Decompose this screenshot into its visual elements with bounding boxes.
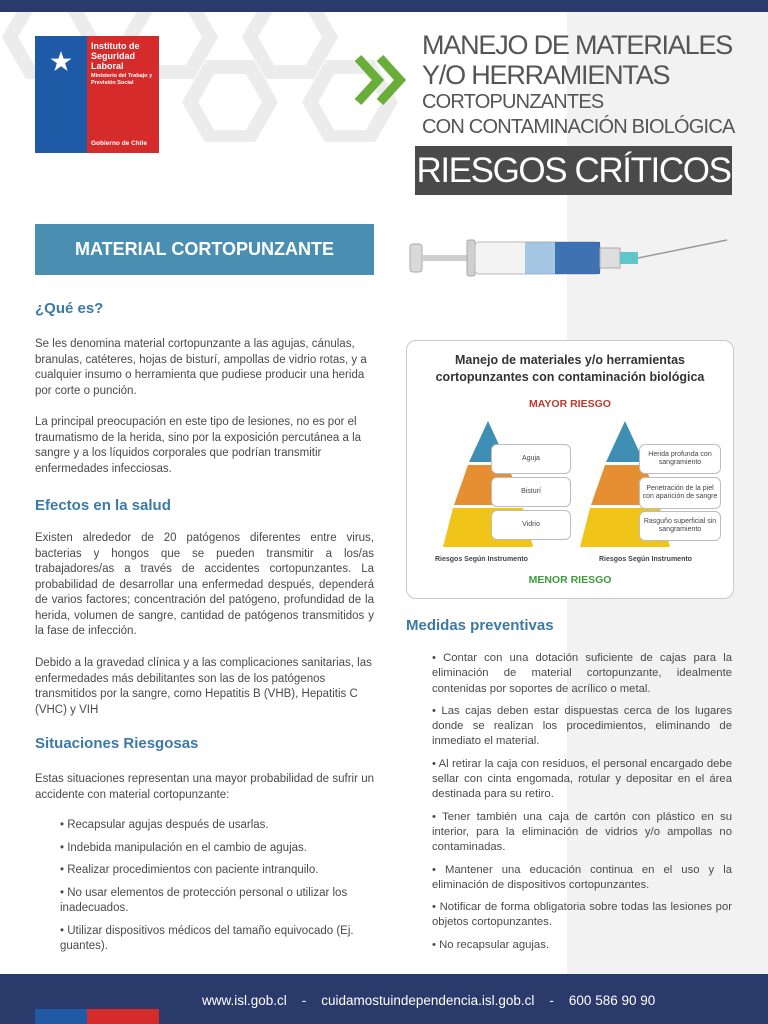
double-chevron-icon [352, 52, 408, 108]
risk-pyramid-card [406, 340, 734, 599]
right-level-middle: Penetración de la piel con aparición de sangre [639, 477, 721, 509]
medidas-heading: Medidas preventivas [406, 617, 554, 634]
situaciones-list [60, 818, 374, 962]
right-level-bottom: Rasguño superficial sin sangramiento [639, 511, 721, 541]
top-bar [0, 0, 768, 12]
syringe-illustration [405, 218, 740, 298]
right-level-top: Herida profunda con sangramiento [639, 444, 721, 474]
list-item: • Tener también una caja de cartón con plástico en su interior, para la eliminación de vidrios y/o ampollas no contaminadas. [432, 810, 732, 854]
logo-government: Gobierno de Chile [91, 140, 147, 147]
title-line-1: MANEJO DE MATERIALES [422, 30, 733, 60]
left-level-top: Aguja [491, 444, 571, 474]
title-line-2: Y/O HERRAMIENTAS [422, 60, 670, 90]
footer-contact-text[interactable]: www.isl.gob.cl - cuidamostuindependencia.isl.gob.cl - 600 586 90 90 [202, 993, 656, 1008]
subtitle-line-1: CORTOPUNZANTES [422, 91, 604, 113]
list-item: • Las cajas deben estar dispuestas cerca de los lugares donde se realizan los procedimientos, eliminando de inmediato el material. [432, 704, 732, 748]
list-item: • Recapsular agujas después de usarlas. [60, 819, 269, 831]
situaciones-intro: Estas situaciones representan una mayor probabilidad de sufrir un accidente con material cortopunzante: [35, 773, 374, 801]
list-item: • Indebida manipulación en el cambio de agujas. [60, 841, 307, 854]
list-item: • Mantener una educación continua en el uso y la eliminación de dispositivos cortopunzantes. [432, 863, 732, 891]
left-pyramid-caption: Riesgos Según Instrumento [435, 556, 528, 563]
list-item: • Notificar de forma obligatoria sobre todas las lesiones por objetos cortopunzantes. [432, 901, 732, 929]
footer-flag-blue [35, 1009, 87, 1024]
efectos-paragraph-1: Existen alrededor de 20 patógenos diferentes entre virus, bacterias y hongos que se pueden transmitir a los/as trabajadores/as a través de accidentes cortopunzantes. La probabilidad de desarrollar una enfermedad después, dependerá de varios factores; concentración del patógeno, profundidad de la herida, volumen de sangre, cantidad de patógenos transmitidos y la fase de infección. [35, 532, 374, 637]
que-es-paragraph-2: La principal preocupación en este tipo de lesiones, no es por el traumatismo de la herida, sino por la exposición percutánea a la sangre y a los líquidos corporales que podrían transmitir enfermedades infecciosas. [35, 416, 362, 475]
que-es-paragraph-1: Se les denomina material cortopunzante a las agujas, cánulas, branulas, catéteres, hojas de bisturí, ampollas de vidrio rotas, y a cualquier insumo o herramienta que pudiese producir una herida por corte o punción. [35, 338, 367, 397]
footer-bar [0, 974, 768, 1024]
diagram-title: Manejo de materiales y/o herramientas cortopunzantes con contaminación biológica [435, 353, 705, 384]
logo-ministry: Ministerio del Trabajo y Previsión Social [91, 73, 153, 86]
right-pyramid-caption: Riesgos Según Instrumento [599, 556, 692, 563]
list-item: • Contar con una dotación suficiente de cajas para la eliminación de material cortopunzante, idealmente contenidas por soportes de acrílico o metal. [432, 652, 732, 695]
left-level-middle: Bisturí [491, 477, 571, 507]
critical-risks-banner: RIESGOS CRÍTICOS [415, 146, 732, 195]
list-item: • Realizar procedimientos con paciente intranquilo. [60, 864, 319, 876]
efectos-heading: Efectos en la salud [35, 497, 171, 514]
logo-institute-name: Instituto de Seguridad Laboral [91, 41, 140, 71]
coat-of-arms-icon [49, 50, 73, 74]
medidas-list [432, 651, 732, 960]
list-item: • No recapsular agujas. [432, 938, 549, 951]
left-level-bottom: Vidrio [491, 510, 571, 540]
list-item: • Al retirar la caja con residuos, el personal encargado debe sellar con cinta engomada, rotular y depositar en el área destinada para su retiro. [432, 757, 732, 801]
situaciones-heading: Situaciones Riesgosas [35, 735, 199, 752]
efectos-paragraph-2: Debido a la gravedad clínica y a las complicaciones sanitarias, las enfermedades más debilitantes son las de los patógenos transmitidos por la sangre, como Hepatitis B (VHB), Hepatitis C (VHC) y VIH [35, 657, 372, 716]
que-es-heading: ¿Qué es? [35, 300, 104, 317]
subtitle-line-2: CON CONTAMINACIÓN BIOLÓGICA [422, 116, 735, 138]
section-title: MATERIAL CORTOPUNZANTE [35, 224, 374, 275]
isl-logo [35, 36, 159, 153]
footer-flag-red [87, 1009, 159, 1024]
list-item: • No usar elementos de protección personal o utilizar los inadecuados. [60, 886, 348, 914]
lower-risk-label: MENOR RIESGO [528, 574, 612, 586]
higher-risk-label: MAYOR RIESGO [529, 398, 611, 410]
list-item: • Utilizar dispositivos médicos del tamaño equivocado (Ej. guantes). [60, 924, 354, 952]
